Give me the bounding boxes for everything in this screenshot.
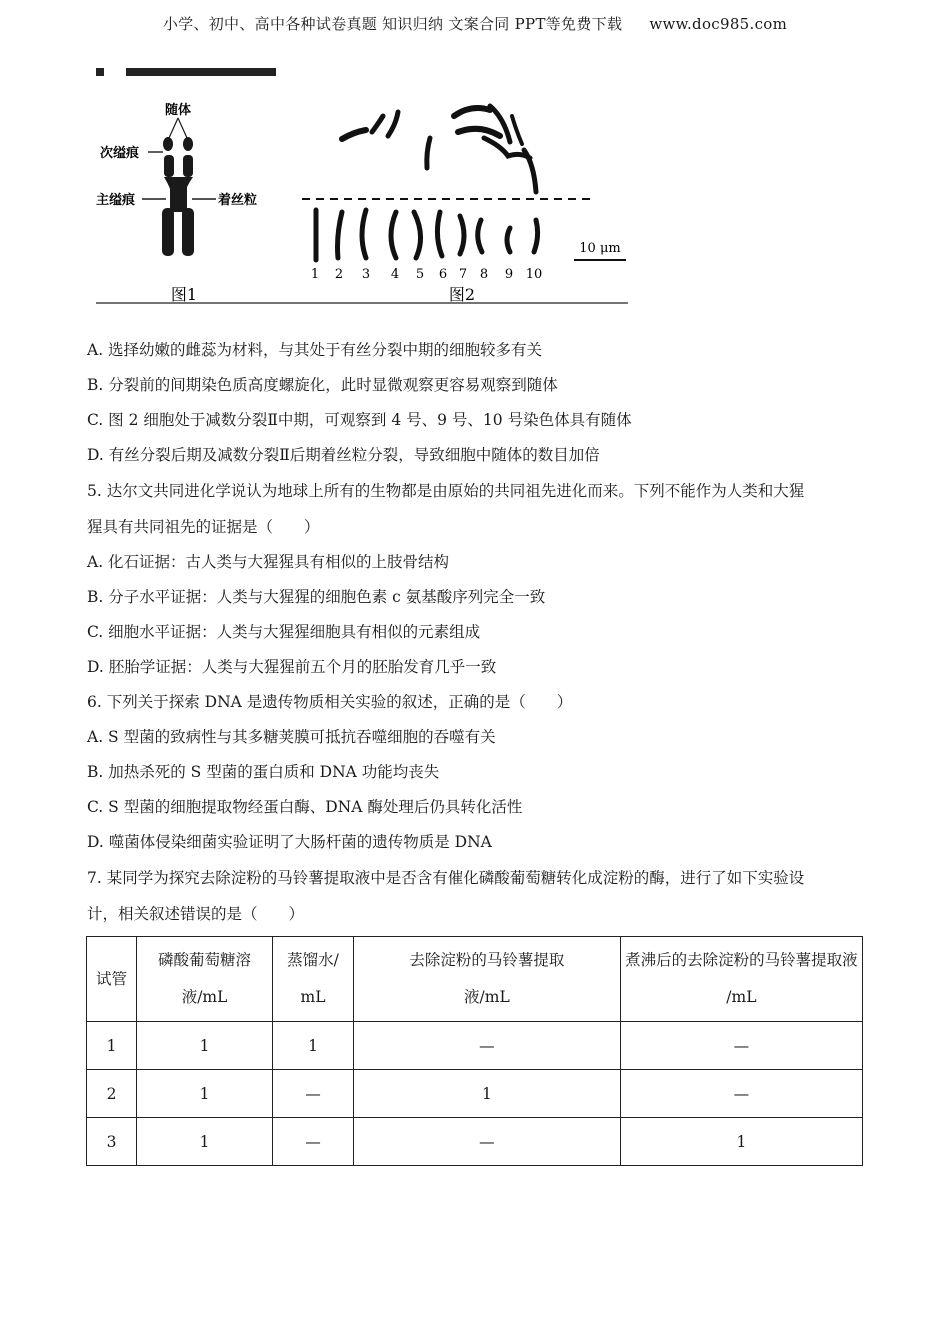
header-tube — [87, 937, 137, 1022]
fig2-scattered-chromosomes — [342, 106, 536, 192]
table-cell: 3 — [87, 1118, 137, 1166]
satellite-left — [163, 137, 173, 151]
label-satellite: 随体 — [164, 103, 192, 118]
q4-option-b: B. 分裂前的间期染色质高度螺旋化，此时显微观察更容易观察到随体 — [87, 376, 558, 394]
table-row — [87, 1070, 863, 1118]
table-row — [87, 1022, 863, 1070]
q4-option-a: A. 选择幼嫩的雌蕊为材料，与其处于有丝分裂中期的细胞较多有关 — [87, 341, 543, 359]
q6-stem: 6. 下列关于探索 DNA 是遗传物质相关实验的叙述，正确的是（ ） — [87, 693, 573, 711]
table-cell: — — [620, 1070, 862, 1118]
chromosome-10 — [534, 220, 538, 252]
chromosome-2 — [338, 212, 343, 258]
chromosome-8 — [478, 220, 482, 252]
scale-label: 10 μm — [579, 241, 621, 256]
header-text: 去除淀粉的马铃薯提取 — [409, 951, 565, 969]
label-primary-constriction: 主缢痕 — [96, 193, 136, 208]
chromosome-5 — [414, 212, 421, 258]
chromosome-number: 9 — [504, 267, 514, 282]
page-header — [0, 13, 950, 34]
table-cell: — — [273, 1070, 354, 1118]
table-cell: 1 — [137, 1022, 273, 1070]
label-secondary-constriction: 次缢痕 — [100, 146, 140, 161]
table-cell: 1 — [273, 1022, 354, 1070]
cropped-text-fragment — [96, 68, 276, 76]
q6-option-c: C. S 型菌的细胞提取物经蛋白酶、DNA 酶处理后仍具转化活性 — [87, 798, 523, 816]
header-distilled-water — [273, 937, 354, 1022]
table-cell: 1 — [137, 1118, 273, 1166]
chromosome-figure — [96, 60, 636, 308]
table-header-row — [87, 937, 863, 1022]
header-glucose-phosphate — [137, 937, 273, 1022]
q6-option-b: B. 加热杀死的 S 型菌的蛋白质和 DNA 功能均丧失 — [87, 763, 440, 781]
chromosome-number: 7 — [458, 267, 468, 282]
table-cell: 1 — [353, 1070, 620, 1118]
chromosome-7 — [460, 216, 464, 254]
table-row — [87, 1118, 863, 1166]
header-text: 磷酸葡萄糖溶 — [158, 951, 252, 969]
table-cell: — — [273, 1118, 354, 1166]
table-cell: — — [353, 1022, 620, 1070]
q5-stem-line1: 5. 达尔文共同进化学说认为地球上所有的生物都是由原始的共同祖先进化而来。下列不能作为人类和大猩 — [87, 482, 805, 500]
chromosome-number: 2 — [334, 267, 344, 282]
chromosome-number: 8 — [479, 267, 489, 282]
chromosome-9 — [507, 228, 510, 252]
header-boiled-extract — [620, 937, 862, 1022]
chromosome-number: 6 — [438, 267, 448, 282]
chromosome-6 — [437, 212, 442, 256]
fig1-label: 图1 — [170, 285, 198, 304]
q7-stem-line2: 计，相关叙述错误的是（ ） — [87, 905, 305, 923]
chromosome-number: 4 — [390, 267, 400, 282]
header-site: www.doc985.com — [649, 15, 788, 33]
fig1-chromosome — [142, 118, 216, 256]
header-text: /mL — [726, 988, 757, 1006]
header-text: 蒸馏水/ — [287, 951, 339, 969]
chromosome-figure-svg — [96, 60, 636, 308]
fig2-chromosome-numbers — [311, 267, 542, 282]
label-centromere: 着丝粒 — [218, 193, 258, 208]
header-text: 液/mL — [181, 988, 228, 1006]
q5-stem-line2: 猩具有共同祖先的证据是（ ） — [87, 518, 320, 536]
header-text: 试管 — [96, 969, 128, 988]
q4-option-d: D. 有丝分裂后期及减数分裂Ⅱ后期着丝粒分裂，导致细胞中随体的数目加倍 — [87, 446, 600, 464]
chromosome-number: 5 — [415, 267, 425, 282]
table-cell: — — [620, 1022, 862, 1070]
q5-option-a: A. 化石证据：古人类与大猩猩具有相似的上肢骨结构 — [87, 553, 450, 571]
chromosome-number: 1 — [310, 267, 320, 282]
table-cell: — — [353, 1118, 620, 1166]
fig2-label: 图2 — [448, 285, 476, 304]
q6-option-d: D. 噬菌体侵染细菌实验证明了大肠杆菌的遗传物质是 DNA — [87, 833, 492, 851]
satellite-right — [183, 137, 193, 151]
table-cell: 1 — [620, 1118, 862, 1166]
chromosome-3 — [362, 210, 366, 258]
chromosome-number: 10 — [525, 267, 543, 282]
chromosome-4 — [391, 212, 396, 258]
q6-option-a: A. S 型菌的致病性与其多糖荚膜可抵抗吞噬细胞的吞噬有关 — [87, 728, 496, 746]
q5-option-b: B. 分子水平证据：人类与大猩猩的细胞色素 c 氨基酸序列完全一致 — [87, 588, 546, 606]
q7-stem-line1: 7. 某同学为探究去除淀粉的马铃薯提取液中是否含有催化磷酸葡萄糖转化成淀粉的酶，进行了如下实验设 — [87, 869, 805, 887]
header-text: 小学、初中、高中各种试卷真题 知识归纳 文案合同 PPT等免费下载 — [162, 15, 623, 33]
header-text: 煮沸后的去除淀粉的马铃薯提取液 — [625, 951, 858, 969]
experiment-table — [86, 936, 863, 1166]
fig2-aligned-chromosomes — [316, 210, 538, 260]
table-cell: 2 — [87, 1070, 137, 1118]
table-cell: 1 — [87, 1022, 137, 1070]
table-cell: 1 — [137, 1070, 273, 1118]
chromosome-number: 3 — [361, 267, 371, 282]
q5-option-d: D. 胚胎学证据：人类与大猩猩前五个月的胚胎发育几乎一致 — [87, 658, 497, 676]
header-text: 液/mL — [464, 988, 510, 1006]
header-text: mL — [300, 988, 326, 1006]
header-potato-extract — [353, 937, 620, 1022]
q5-option-c: C. 细胞水平证据：人类与大猩猩细胞具有相似的元素组成 — [87, 623, 481, 641]
q4-option-c: C. 图 2 细胞处于减数分裂Ⅱ中期，可观察到 4 号、9 号、10 号染色体具有随体 — [87, 411, 632, 429]
